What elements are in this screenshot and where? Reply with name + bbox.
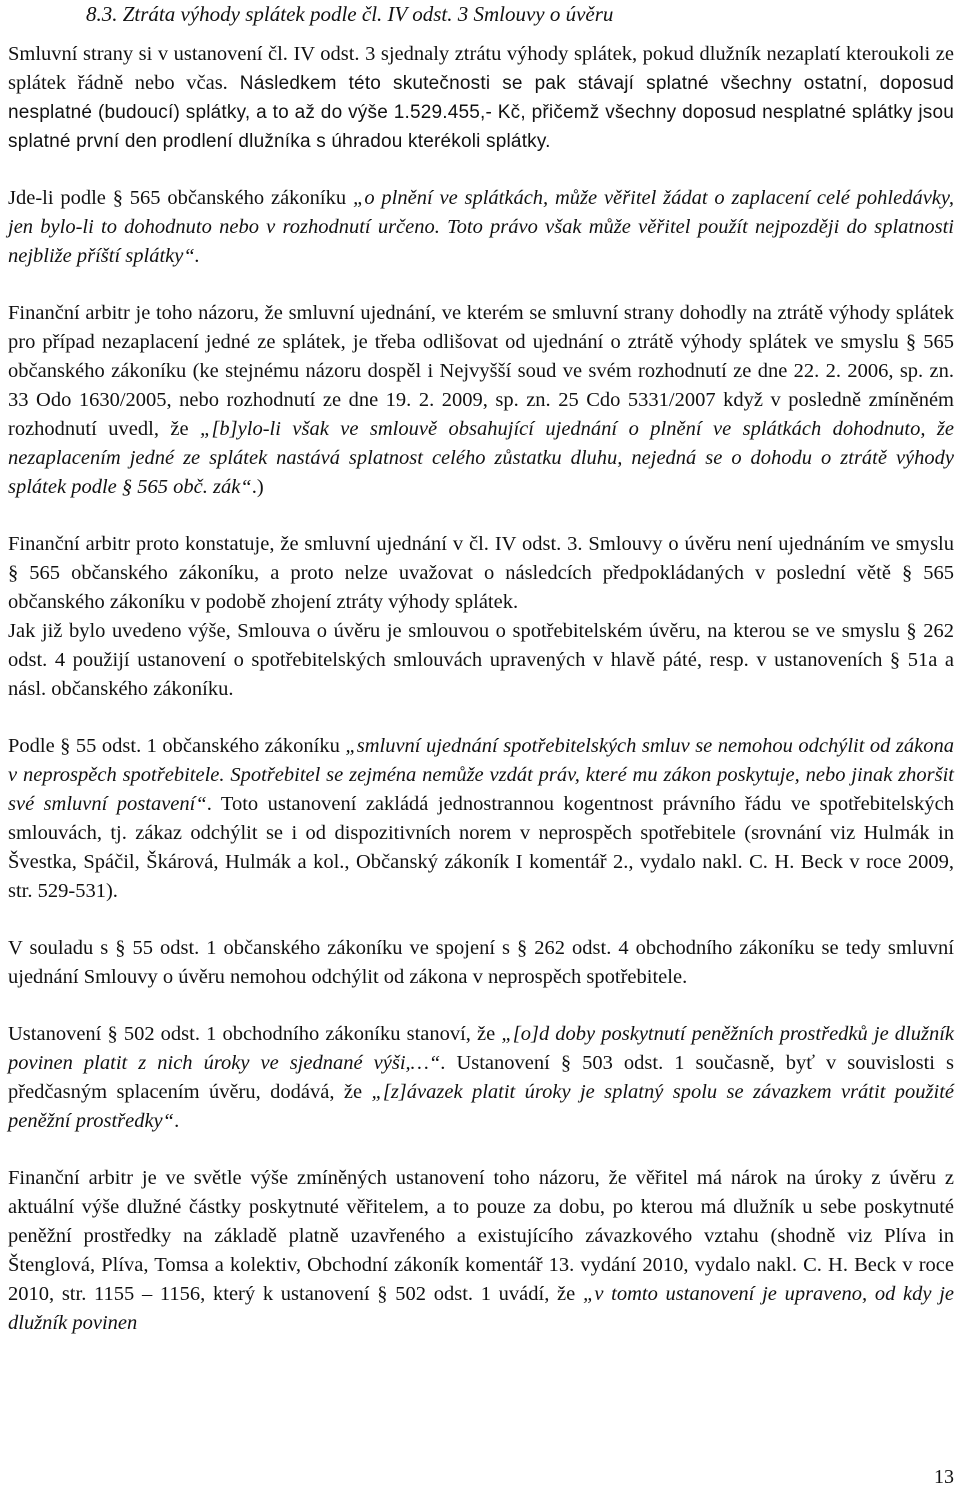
paragraph-9: [8, 1164, 954, 1338]
paragraph-2-quote-a: „o plnění ve splátkách, může věřitel žádat o zaplacení celé pohledávky, jen bylo-li to dohodnuto nebo v rozhodnutí určeno.: [8, 187, 954, 238]
paragraph-1: [8, 40, 954, 156]
paragraph-2: [8, 184, 954, 271]
paragraph-3-quote: „[b]ylo-li však ve smlouvě obsahující ujednání o plnění ve splátkách dohodnuto, že nezaplacením jedné ze splátek nastává splatnost celého zůstatku dluhu, nejedná se o dohodu o ztrátě výhody splátek podle § 565 obč. zák“: [8, 418, 954, 498]
paragraph-8-text-a: Ustanovení § 502 odst. 1 obchodního zákoníku stanoví, že: [8, 1023, 502, 1045]
paragraph-1-text-b: Následkem této skutečnosti se pak stávají splatné všechny ostatní, doposud nesplatné (budoucí) splátky, a to až do výše 1.529.455,- Kč, přičemž všechny doposud nesplatné splátky jsou splatné první den prodlení dlužníka s úhradou kterékoli splátky.: [8, 73, 954, 152]
paragraph-4: Finanční arbitr proto konstatuje, že smluvní ujednání v čl. IV odst. 3. Smlouvy o úvěru není ujednáním ve smyslu § 565 občanského zákoníku, a proto nelze uvažovat o následcích předpokládaných v poslední větě § 565 občanského zákoníku v podobě zhojení ztráty výhody splátek.: [8, 533, 954, 613]
paragraph-8-quote-a: „[o]d doby poskytnutí peněžních prostředků je dlužník povinen platit z nich úroky ve sjednané výši,…“: [8, 1023, 954, 1074]
section-heading: 8.3. Ztráta výhody splátek podle čl. IV odst. 3 Smlouvy o úvěru: [86, 2, 614, 26]
paragraph-8-text-e: .: [174, 1110, 180, 1132]
paragraph-2-text-a: Jde-li podle § 565 občanského zákoníku: [8, 187, 353, 209]
paragraph-6-quote: „smluvní ujednání spotřebitelských smluv se nemohou odchýlit od zákona v neprospěch spotřebitele. Spotřebitel se zejména nemůže vzdát práv, které mu zákon poskytuje, nebo jinak zhoršit své smluvní postavení“: [8, 735, 954, 815]
paragraph-9-quote: „v tomto ustanovení je upraveno, od kdy je dlužník povinen: [8, 1283, 954, 1334]
paragraph-6-text-a: Podle § 55 odst. 1 občanského zákoníku: [8, 735, 346, 757]
document-page: [8, 0, 954, 1338]
paragraph-9-text-a: Finanční arbitr je ve světle výše zmíněných ustanovení toho názoru, že věřitel má nárok na úroky z úvěru z aktuální výše dlužné částky poskytnuté věřitelem, a to pouze za dobu, po kterou má dlužník u sebe poskytnuté peněžní prostředky na základě platně uzavřeného a existujícího závazkového vztahu (shodně viz Plíva in Štenglová, Plíva, Tomsa a kolektiv, Obchodní zákoník komentář 13. vydání 2010, vydalo nakl. C. H. Beck v roce 2010, str. 1155 – 1156, který k ustanovení § 502 odst. 1 uvádí, že: [8, 1167, 954, 1305]
paragraph-7: V souladu s § 55 odst. 1 občanského zákoníku ve spojení s § 262 odst. 4 obchodního zákoníku se tedy smluvní ujednání Smlouvy o úvěru nemohou odchýlit od zákona v neprospěch spotřebitele.: [8, 937, 954, 988]
paragraph-3: [8, 299, 954, 502]
page-number: 13: [934, 1466, 954, 1488]
paragraph-6: [8, 732, 954, 906]
paragraph-8: [8, 1020, 954, 1136]
paragraph-8-text-c: . Ustanovení § 503 odst. 1 současně, byť v souvislosti s předčasným splacením úvěru, dodává, že: [8, 1052, 955, 1103]
paragraph-1-text-a: Smluvní strany si v ustanovení čl. IV odst. 3 sjednaly ztrátu výhody splátek, pokud dlužník nezaplatí kteroukoli ze splátek řádně nebo včas.: [8, 43, 954, 94]
paragraph-6-text-c: . Toto ustanovení zakládá jednostrannou kogentnost právního řádu ve spotřebitelských smlouvách, tj. zákaz odchýlit se i od dispozitivních norem v neprospěch spotřebitele (srovnání viz Hulmák in Švestka, Spáčil, Škárová, Hulmák a kol., Občanský zákoník I komentář 2., vydalo nakl. C. H. Beck v roce 2009, str. 529-531).: [8, 793, 954, 902]
paragraph-3-text-a: Finanční arbitr je toho názoru, že smluvní ujednání, ve kterém se smluvní strany dohodly na ztrátě výhody splátek pro případ nezaplacení jedné ze splátek, je třeba odlišovat od ujednání o ztrátě výhody splátek ve smyslu § 565 občanského zákoníku (ke stejnému názoru dospěl i Nejvyšší soud ve svém rozhodnutí ze dne 22. 2. 2006, sp. zn. 33 Odo 1630/2005, nebo rozhodnutí ze dne 19. 2. 2009, sp. zn. 25 Cdo 5331/2007 když v posledně zmíněném rozhodnutí uvedl, že: [8, 302, 954, 440]
paragraph-5: Jak již bylo uvedeno výše, Smlouva o úvěru je smlouvou o spotřebitelském úvěru, na kterou se ve smyslu § 262 odst. 4 použijí ustanovení o spotřebitelských smlouvách upravených v hlavě páté, resp. v ustanoveních § 51a a násl. občanského zákoníku.: [8, 620, 954, 700]
paragraph-3-text-c: .): [251, 476, 264, 498]
paragraph-8-quote-b: „[z]ávazek platit úroky je splatný spolu se závazkem vrátit použité peněžní prostředky“: [8, 1081, 954, 1132]
paragraph-2-quote-b: Toto právo však může věřitel použít nejpozději do splatnosti nejbliže příští splátky“.: [8, 216, 954, 267]
